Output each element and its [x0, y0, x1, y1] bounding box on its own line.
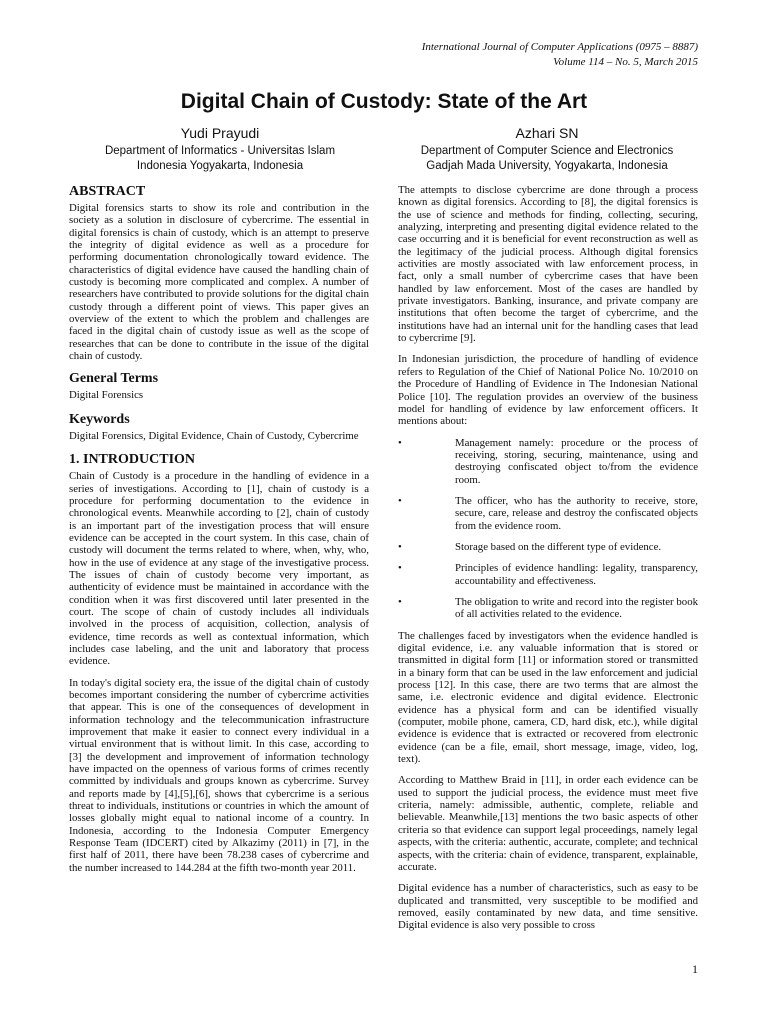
keywords-heading: Keywords [69, 411, 130, 427]
journal-volume: Volume 114 – No. 5, March 2015 [553, 56, 698, 68]
author-location: Indonesia Yogyakarta, Indonesia [136, 160, 304, 172]
introduction-paragraph-1: Chain of Custody is a procedure in the handling of evidence in a series of investigations. According to [1], chain of custody is a procedure for performing documentation to the evidence in chronological events. Meanwhile according to [2], chain of custody is an important part of the investigation process that will ensure evidence can be accepted in the court system. In this case, chain of custody will document the terms related to where, when, why, who, how in the use of evidence at any stage of the investigative process. The issues of chain of custody become very important, as authenticity of evidence must be maintained in accordance with the condition when it was first discovered until later presented in the court. The scope of chain of custody includes all individuals involved in the process of acquisition, collection, analysis of evidence, time records as well as contextual information, which includes case labeling, and the unit and laboratory that process evidence. [69, 470, 369, 668]
journal-name: International Journal of Computer Applications (0975 – 8887) [421, 41, 698, 53]
body-paragraph-3: The challenges faced by investigators when the evidence handled is digital evidence, i.e. any valuable information that is stored or transmitted in digital form [11] or information stored or transmitted in a binary form that can be used in the law enforcement and judicial process [12]. In this case, there are two terms that are almost the same, i.e. electronic evidence and digital evidence. Electronic evidence has a physical form and can be identified visually (computer, mobile phone, camera, CD, hard disk, etc.), while digital evidence is evidence that is extracted or recovered from electronic evidence (can be a file, email, short message, image, video, log, text). [398, 629, 698, 766]
list-item: • The officer, who has the authority to receive, store, secure, care, release and destroy the confiscated objects from the evidence room. [398, 495, 698, 532]
author-department: Department of Computer Science and Electronics [420, 145, 674, 157]
keywords-text: Digital Forensics, Digital Evidence, Chain of Custody, Cybercrime [69, 429, 359, 442]
left-column [69, 184, 369, 883]
general-terms-text: Digital Forensics [69, 389, 144, 402]
journal-header [422, 40, 698, 70]
body-paragraph-4: According to Matthew Braid in [11], in order each evidence can be used to support the judicial process, the evidence must meet five criteria, namely: admissible, authentic, complete, reliable and believable. Meanwhile,[13] mentions the two basic aspects of other criteria so that evidence can support legal proceedings, namely legal aspects, with the criteria: authentic, accurate, complete; and technical aspects, with the criteria: chain of evidence, transparent, explainable, accurate. [398, 774, 698, 873]
author-block-1 [50, 126, 390, 174]
author-department: Department of Informatics - Universitas Islam [104, 145, 336, 157]
list-item: • Management namely: procedure or the process of receiving, storing, securing, maintenance, using and destroying confiscated object to/from the evidence room. [398, 437, 698, 486]
evidence-handling-list [398, 437, 698, 621]
body-paragraph-5: Digital evidence has a number of characteristics, such as easy to be duplicated and transmitted, very susceptible to be modified and removed, easily contaminated by new data, and time sensitive. Digital evidence is also very possible to cross [398, 882, 698, 932]
abstract-text: Digital forensics starts to show its role and contribution in the society as a solution in disclosure of cybercrime. The essential in digital forensics is chain of custody, which is an attempt to preserve the integrity of digital evidence as well as a procedure for performing documentation chronologically toward evidence. The characteristics of digital evidence have caused the handling chain of custody is becoming more complicated and complex. A number of researchers have contributed to provide solutions for the digital chain custody through a different point of views. This paper gives an overview of the extent to which the problem and challenges are faced in the digital chain of custody issue as well as the scope of researches that can be done to contribute in the issue of the digital chain of custody. [69, 202, 369, 363]
list-item: • Principles of evidence handling: legality, transparency, accountability and effectiveness. [398, 562, 698, 587]
abstract-heading: ABSTRACT [69, 184, 146, 199]
right-column [398, 184, 698, 941]
author-name: Yudi Prayudi [180, 125, 260, 141]
introduction-heading: 1. INTRODUCTION [69, 452, 196, 468]
general-terms-heading: General Terms [69, 371, 159, 387]
list-item: • Storage based on the different type of evidence. [398, 541, 698, 553]
author-name: Azhari SN [515, 125, 579, 141]
body-paragraph-2: In Indonesian jurisdiction, the procedure of handling of evidence refers to Regulation of the Chief of National Police No. 10/2010 on the Procedure of Handling of Evidence in The Indonesian National Police [10]. The regulation provides an overview of the business model for handling of evidence by law enforcement officers. It mentions about: [398, 353, 698, 428]
author-block-2 [377, 126, 717, 174]
introduction-paragraph-2: In today's digital society era, the issue of the digital chain of custody becomes important considering the number of cybercrime activities that appear. This is one of the consequences of development in information technology and the telecommunication infrastructure improvement that make it easier to connect every individual in a virtual environment that is without limit. In this case, according to [3] the development and improvement of information technology have impacted on the openness of various forms of crimes recently committed by individuals and groups known as cybercrime. Survey and reports made by [4],[5],[6], shows that cybercrime is a serious threat to individuals, institutions or countries in which the amount of losses globally might equal to national income of a country. In Indonesia, according to the Indonesia Computer Emergency Response Team (IDCERT) cited by Alkazimy (2011) in [7], in the first half of 2011, there have been 78.238 cases of cybercrime and the number increased to 144.284 at the fifth two-month year 2011. [69, 676, 369, 874]
paper-title: Digital Chain of Custody: State of the Art [180, 90, 588, 113]
page-number: 1 [692, 962, 698, 976]
list-item: • The obligation to write and record into the register book of all activities related to the evidence. [398, 596, 698, 621]
body-paragraph-1: The attempts to disclose cybercrime are done through a process known as digital forensics. According to [8], the digital forensics is the use of science and methods for finding, collecting, securing, analyzing, interpreting and presenting digital evidence related to the case occurring and it is beneficial for event reconstruction as well as the legitimacy of the judicial process. Although digital forensics activities are mostly associated with law enforcement process, in fact, only a small number of cybercrime cases that have been handled by law enforcement. Most of the cases are handled by private investigators. Banking, insurance, and private company are institutions that often become the target of cybercrime, and the institutions have had an internal unit for the handling cases that lead to cybercrime [9]. [398, 184, 698, 345]
author-location: Gadjah Mada University, Yogyakarta, Indonesia [426, 160, 668, 172]
